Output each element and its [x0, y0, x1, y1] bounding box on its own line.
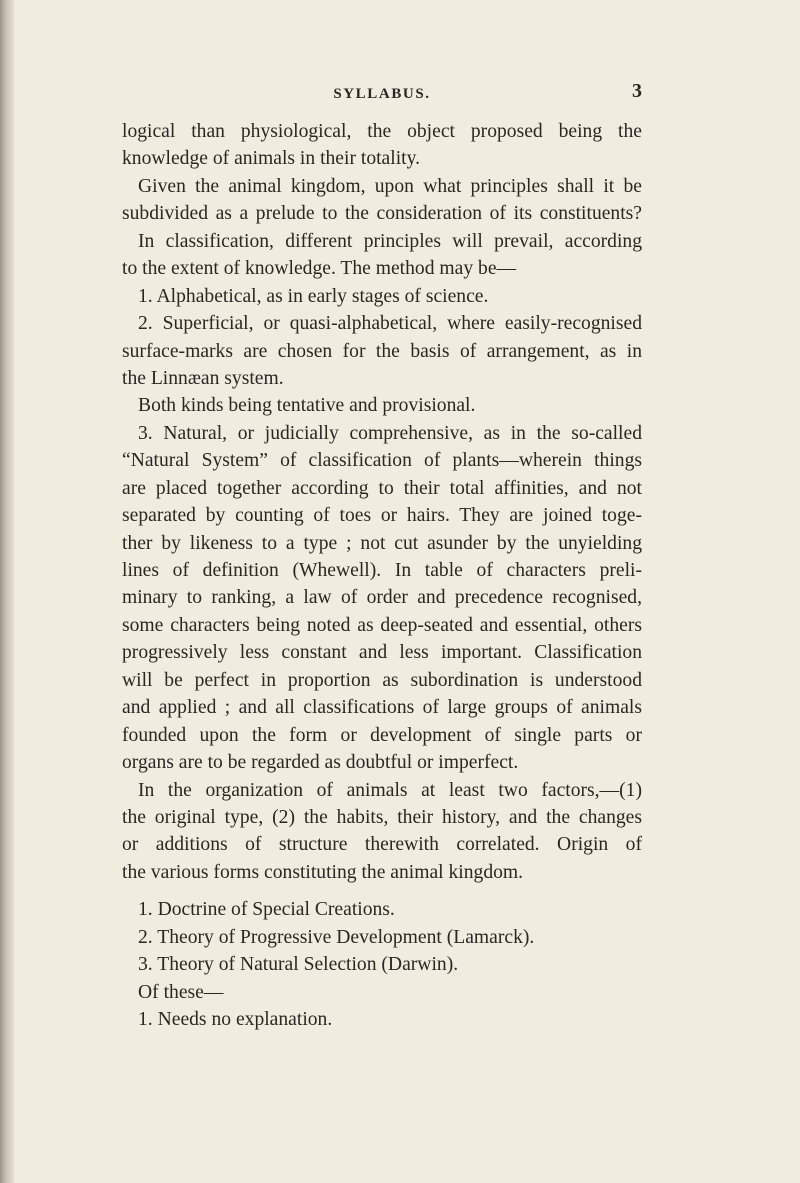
text-line: minary to ranking, a law of order and precedence recognised,	[122, 587, 642, 609]
text-line: Given the animal kingdom, upon what principles shall it be	[138, 175, 642, 197]
running-title: SYLLABUS.	[333, 86, 431, 102]
text-line: the various forms constituting the animal kingdom.	[122, 861, 524, 883]
text-line: 3. Theory of Natural Selection (Darwin).	[138, 954, 459, 976]
text-line: 1. Needs no explanation.	[138, 1009, 333, 1030]
text-line: 1. Doctrine of Special Creations.	[138, 899, 395, 921]
text-line: 2. Superficial, or quasi-alphabetical, where easily-recognised	[138, 313, 642, 335]
text-line: the original type, (2) the habits, their history, and the changes	[122, 806, 642, 828]
text-line: some characters being noted as deep-seated and essential, others	[122, 614, 642, 636]
text-line: knowledge of animals in their totality.	[122, 148, 421, 170]
text-line: logical than physiological, the object proposed being the	[122, 121, 642, 142]
text-line: 2. Theory of Progressive Development (Lamarck).	[138, 926, 535, 948]
text-line: 3. Natural, or judicially comprehensive, as in the so-called	[138, 422, 642, 444]
text-line: In the organization of animals at least two factors,—(1)	[138, 779, 642, 801]
text-line: In classification, different principles will prevail, according	[138, 230, 642, 252]
text-line: separated by counting of toes or hairs. They are joined toge-	[122, 505, 642, 527]
text-line: the Linnæan system.	[122, 367, 284, 389]
text-line: founded upon the form or development of single parts or	[122, 724, 642, 746]
text-line: progressively less constant and less important. Classification	[122, 642, 642, 664]
text-line: organs are to be regarded as doubtful or imperfect.	[122, 752, 519, 774]
text-line: or additions of structure therewith correlated. Origin of	[122, 834, 642, 856]
page-number: 3	[632, 80, 642, 102]
text-line: to the extent of knowledge. The method may be—	[122, 258, 517, 280]
paragraph-gap	[122, 886, 642, 896]
running-head	[122, 0, 642, 100]
text-line: and applied ; and all classifications of large groups of animals	[122, 697, 642, 719]
text-line: Of these—	[138, 981, 224, 1003]
text-line: surface-marks are chosen for the basis of arrangement, as in	[122, 340, 642, 362]
body-text	[122, 118, 642, 1033]
binding-edge	[0, 0, 14, 1183]
text-line: are placed together according to their total affinities, and not	[122, 477, 642, 499]
text-line: “Natural System” of classification of plants—wherein things	[122, 450, 642, 472]
book-page	[122, 0, 642, 1183]
text-line: subdivided as a prelude to the consideration of its constituents?	[122, 203, 642, 225]
text-line: will be perfect in proportion as subordination is understood	[122, 669, 642, 691]
text-line: lines of definition (Whewell). In table of characters preli-	[122, 560, 642, 581]
text-line: ther by likeness to a type ; not cut asunder by the unyielding	[122, 532, 642, 554]
text-line: Both kinds being tentative and provisional.	[138, 395, 476, 417]
text-line: 1. Alphabetical, as in early stages of science.	[138, 285, 489, 307]
